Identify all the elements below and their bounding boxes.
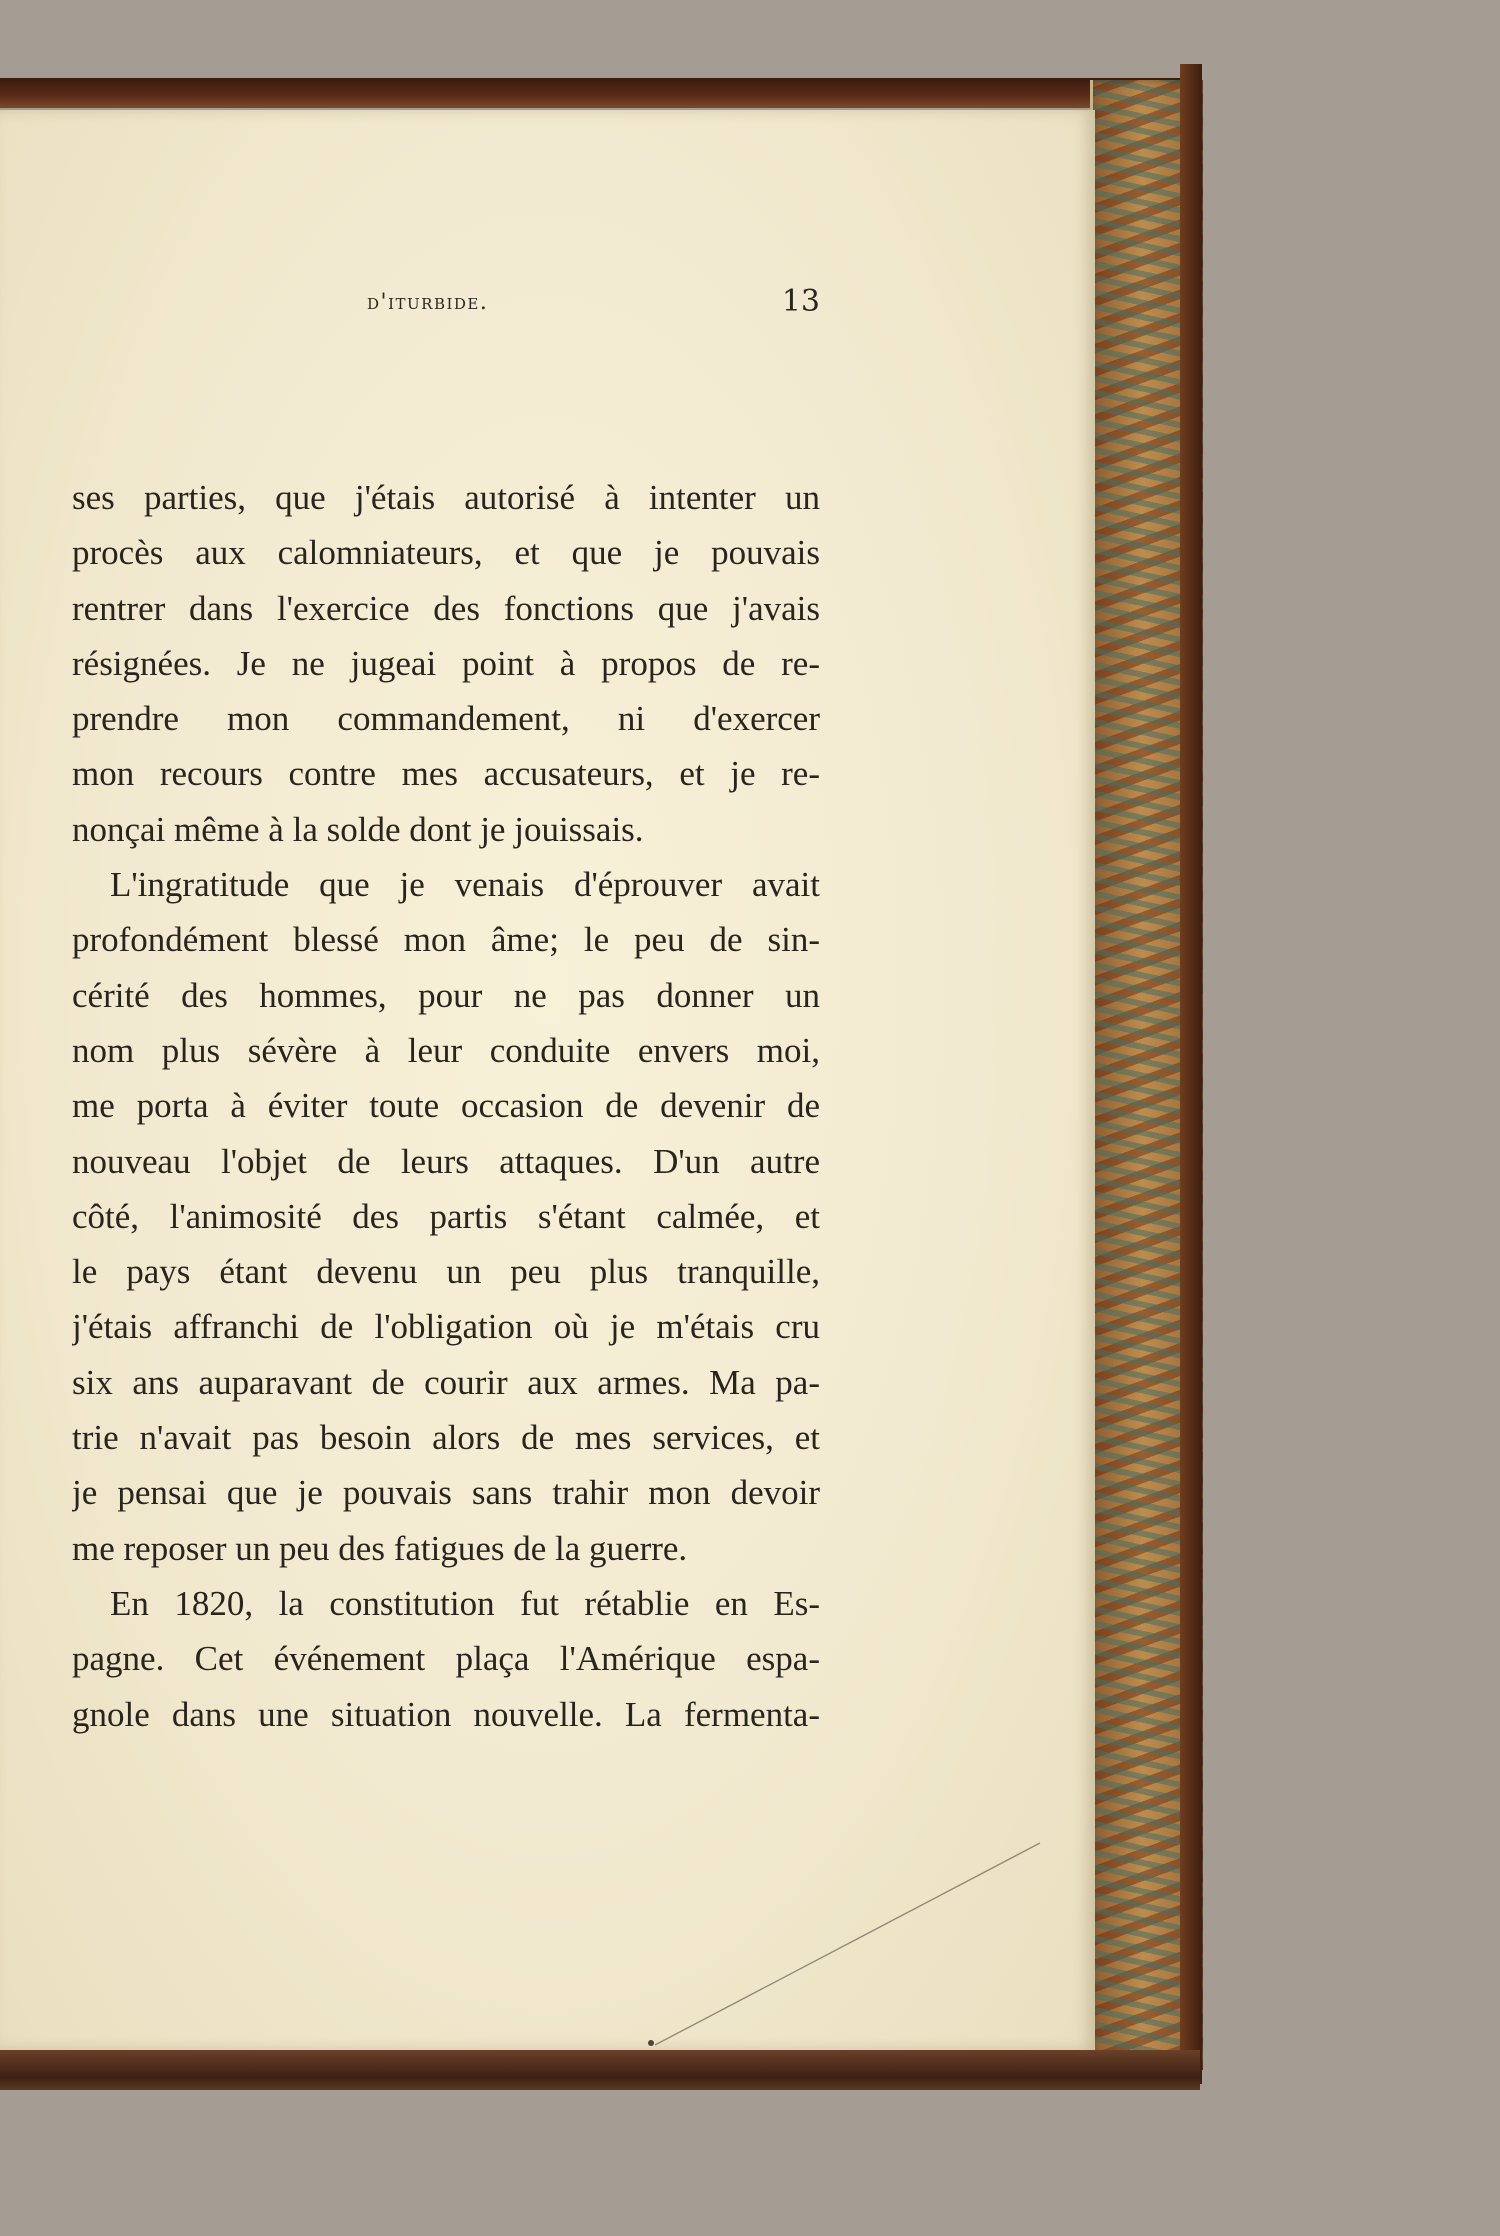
text-line: résignées. Je ne jugeai point à propos de re- bbox=[72, 643, 820, 683]
text-line: ses parties, que j'étais autorisé à intenter un bbox=[72, 478, 820, 517]
book-binding-bottom bbox=[0, 2050, 1200, 2090]
page-number: 13 bbox=[781, 284, 820, 319]
text-line: En 1820, la constitution fut rétablie en Es- bbox=[110, 1583, 820, 1623]
text-line: gnole dans une situation nouvelle. La fermenta- bbox=[72, 1694, 820, 1734]
text-line: trie n'avait pas besoin alors de mes services, et bbox=[72, 1418, 820, 1458]
text-line: cérité des hommes, pour ne pas donner un bbox=[72, 975, 820, 1015]
text-line: profondément blessé mon âme; le peu de sin- bbox=[72, 920, 820, 960]
text-line: L'ingratitude que je venais d'éprouver avait bbox=[110, 865, 820, 905]
text-line: me porta à éviter toute occasion de devenir de bbox=[72, 1086, 820, 1126]
book-binding-top bbox=[0, 78, 1200, 108]
book-cover-edge bbox=[1180, 64, 1202, 2084]
text-line: rentrer dans l'exercice des fonctions que j'avais bbox=[72, 588, 820, 628]
text-line: pagne. Cet événement plaça l'Amérique espa- bbox=[72, 1639, 820, 1679]
text-line: côté, l'animosité des partis s'étant calmée, et bbox=[72, 1196, 820, 1236]
text-line: nonçai même à la solde dont je jouissais. bbox=[72, 809, 644, 849]
text-line: mon recours contre mes accusateurs, et je re- bbox=[72, 754, 820, 794]
text-line: nouveau l'objet de leurs attaques. D'un autre bbox=[72, 1141, 820, 1181]
body-text bbox=[72, 470, 820, 1742]
text-line: prendre mon commandement, ni d'exercer bbox=[72, 699, 820, 739]
text-line: j'étais affranchi de l'obligation où je m'étais cru bbox=[72, 1307, 820, 1347]
text-line: je pensai que je pouvais sans trahir mon devoir bbox=[72, 1473, 820, 1513]
text-line: me reposer un peu des fatigues de la guerre. bbox=[72, 1528, 688, 1568]
text-line: six ans auparavant de courir aux armes. Ma pa- bbox=[72, 1362, 820, 1402]
text-line: nom plus sévère à leur conduite envers moi, bbox=[72, 1030, 820, 1070]
pencil-mark bbox=[645, 1835, 1065, 2055]
text-line: le pays étant devenu un peu plus tranquille, bbox=[72, 1252, 820, 1292]
text-line: procès aux calomniateurs, et que je pouvais bbox=[72, 533, 820, 573]
running-title: d'iturbide. bbox=[367, 290, 489, 315]
page-header bbox=[72, 284, 820, 330]
